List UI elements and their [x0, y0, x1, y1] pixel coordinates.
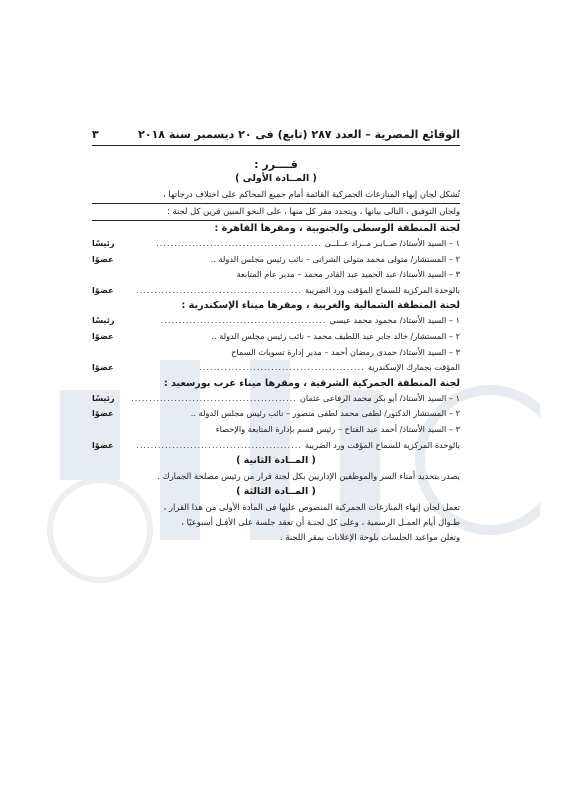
member-name: المؤقت بجمارك الإسكندرية: [367, 362, 460, 373]
member-name: ٢ – المستشار الدكتور/ لطفى محمد لطفى منصور – نائب رئيس مجلس الدولة ..: [190, 408, 460, 419]
member-role: رئيسًا: [92, 315, 115, 326]
member-role: عضوًا: [92, 408, 114, 419]
member-name: ٢ – المستشار/ خالد جابر عبد اللطيف محمد – نائب رئيس مجلس الدولة ..: [211, 330, 460, 341]
leader-dots: ..............................................: [136, 284, 302, 295]
member-name: ٣ – السيد الأستاذ/ عبد الحميد عبد القادر محمد – مدير عام المتابعة: [236, 269, 460, 280]
article-three-line2: طـوال أيام العمـل الرسمية ، وعلى كل لجنـة أن تعقد جلسة على الأقـل أسبوعيًا ،: [181, 517, 460, 528]
decision-title: قــــرر :: [254, 158, 298, 171]
member-name: ٢ – المستشار/ متولى محمد متولى الشرانى – نائب رئيس مجلس الدولة ..: [210, 253, 460, 264]
committee-member: [92, 267, 460, 283]
member-role: عضوًا: [92, 284, 114, 295]
committee-member: [92, 313, 460, 329]
member-name: ١ – السيد الأستاذ/ أبو بكر محمد الرفاعى عثمان: [299, 392, 460, 403]
document-page: [92, 128, 460, 545]
member-role: عضوًا: [92, 439, 114, 450]
article-three-line3: وتعلن مواعيد الجلسات بلوحة الإعلانات بمقر اللجنة .: [280, 532, 460, 543]
running-title: الوقائع المصرية – العدد ٢٨٧ (تابع) فى ٢٠ ديسمبر سنة ٢٠١٨: [138, 128, 460, 141]
leader-dots: ..............................................: [199, 362, 365, 373]
article-two-text: يصدر بتحديد أمناء السر والموظفين الإداريين بكل لجنة قرار من رئيس مصلحة الجمارك .: [157, 471, 460, 482]
member-role: عضوًا: [92, 362, 114, 373]
member-name: ١ – السيد الأستاذ/ محمود محمد عيسى: [329, 315, 460, 326]
committee-heading: لجنة المنطقة الشمالية والغربية ، ومقرها ميناء الإسكندرية :: [181, 300, 460, 312]
member-name: بالوحدة المركزية للسماح المؤقت ورد الضريبة: [304, 284, 460, 295]
member-role: عضوًا: [92, 253, 114, 264]
committee-member: [92, 345, 460, 361]
article-one-intro-line1: تُشكل لجان إنهاء المنازعات الجمركية القائمة أمام جميع المحاكم على اختلاف درجاتها ،: [92, 187, 460, 204]
committee-member: [92, 422, 460, 438]
article-one-intro-line2: ولجان التوفيق ، التالى بيانها ، ويتحدد مقر كل منها ، على النحو المبين قرين كل لجنة :: [92, 204, 460, 221]
page-header: [92, 128, 460, 146]
committee-member: [92, 236, 460, 252]
committee-member: [92, 329, 460, 345]
leader-dots: ..............................................: [131, 392, 297, 403]
committee-heading: لجنة المنطقة الوسطى والجنوبية ، ومقرها القاهرة :: [214, 223, 460, 234]
committee-member: [92, 406, 460, 422]
leader-dots: ..............................................: [160, 315, 327, 326]
committee-member: [92, 438, 460, 454]
member-name: ١ – السيد الأستاذ/ صــابـر مــراد عــلــى: [324, 238, 460, 248]
committee-heading: لجنة المنطقة الجمركية الشرقية ، ومقرها ميناء غرب بورسعيد :: [163, 377, 460, 389]
leader-dots: ..............................................: [156, 238, 322, 248]
page-number: ٣: [92, 128, 99, 141]
member-name: بالوحدة المركزية للسماح المؤقت ورد الضريبة: [304, 439, 460, 450]
article-three-line1: تعمل لجان إنهاء المنازعات الجمركية المنصوص عليها فى المادة الأولى من هذا القرار ،: [163, 502, 460, 513]
committee-member: [92, 391, 460, 407]
article-one-title: ( المــادة الأولى ): [235, 173, 317, 184]
committee-member: [92, 283, 460, 299]
article-two-title: ( المــادة الثانية ): [236, 455, 316, 467]
article-three-title: ( المــادة الثالثة ): [236, 486, 316, 498]
member-role: رئيسًا: [92, 238, 115, 248]
member-role: رئيسًا: [92, 392, 115, 403]
committee-member: [92, 360, 460, 376]
leader-dots: ..............................................: [136, 439, 302, 450]
member-name: ٣ – السيد الأستاذ/ أحمد عبد الفتاح – رئيس قسم بإدارة المتابعة والإحصاء: [215, 423, 460, 434]
member-name: ٣ – السيد الأستاذ/ حمدى رمضان أحمد – مدير إدارة تسويات السماح: [231, 346, 460, 357]
committee-member: [92, 252, 460, 268]
member-role: عضوًا: [92, 330, 114, 341]
